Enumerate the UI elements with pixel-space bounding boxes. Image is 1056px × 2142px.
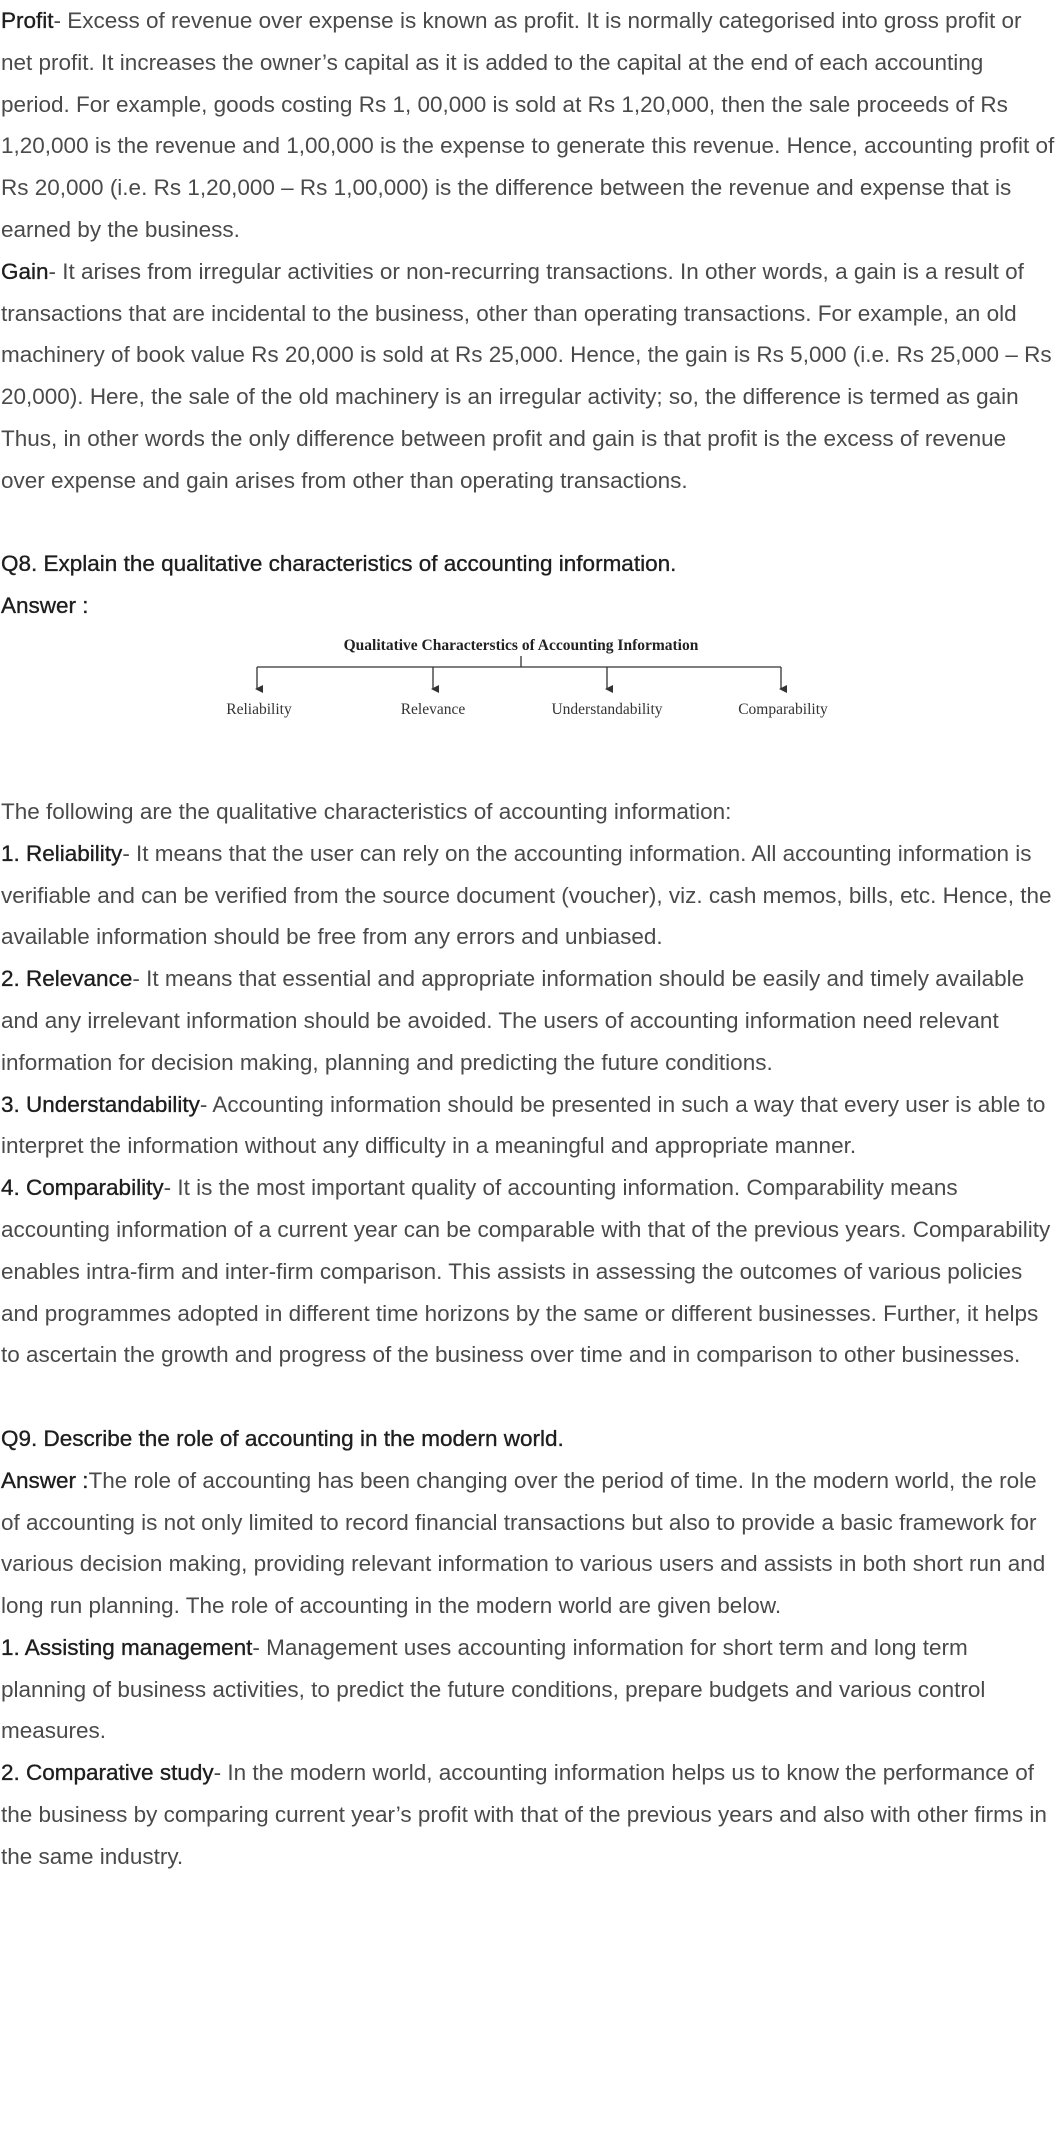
q8-item-term: 3. Understandability (1, 1091, 200, 1117)
q9-item-text: - In the modern world, accounting information helps us to know the performance of the business by comparing current year’s profit with that of the previous years and also with other firms in the same industry. (1, 1760, 1047, 1869)
q8-item (1, 1167, 1056, 1376)
q9-item-term: 2. Comparative study (1, 1760, 214, 1786)
q9-item-term: 1. Assisting management (1, 1634, 253, 1660)
gain-paragraph (1, 251, 1056, 418)
gain-text: - It arises from irregular activities or non-recurring transactions. In other words, a gain is a result of transactions that are incidental to the business, other than operating transactions. For example, an old machinery of book value Rs 20,000 is sold at Rs 25,000. Hence, the gain is Rs 5,000 (i.e. Rs 25,000 – Rs 20,000). Here, the sale of the old machinery is an irregular activity; so, the difference is termed as gain (1, 258, 1052, 410)
q8-item-text: - It means that essential and appropriate information should be easily and timely available and any irrelevant information should be avoided. The users of accounting information need relevant information for decision making, planning and predicting the future conditions. (1, 966, 1025, 1075)
diagram-title: Qualitative Characterstics of Accounting Information (343, 636, 699, 654)
q9-item (1, 1752, 1056, 1877)
spacer (1, 502, 1056, 544)
qualitative-characteristics-diagram (1, 627, 1056, 791)
q9-answer-label: Answer : (1, 1467, 89, 1493)
profit-text: - Excess of revenue over expense is known as profit. It is normally categorised into gross profit or net profit. It increases the owner’s capital as it is added to the capital at the end of each accounting period. For example, goods costing Rs 1, 00,000 is sold at Rs 1,20,000, then the sale proceeds of Rs 1,20,000 is the revenue and 1,00,000 is the expense to generate this revenue. Hence, accounting profit of Rs 20,000 (i.e. Rs 1,20,000 – Rs 1,00,000) is the difference between the revenue and expense that is earned by the business. (1, 8, 1055, 242)
diagram-svg (1, 627, 1056, 791)
q8-item-term: 2. Relevance (1, 966, 133, 992)
spacer (1, 1376, 1056, 1418)
q8-question: Q8. Explain the qualitative characteristics of accounting information. (1, 551, 677, 577)
q9-item-text: - Management uses accounting information for short term and long term planning of business activities, to predict the future conditions, prepare budgets and various control measures. (1, 1634, 986, 1744)
q8-item-term: 1. Reliability (1, 840, 123, 866)
q9-answer (1, 1460, 1056, 1627)
diagram-label-comparability: Comparability (738, 700, 828, 718)
q8-answer-label: Answer : (1, 593, 89, 619)
profit-term: Profit (1, 8, 54, 33)
diagram-label-understandability: Understandability (551, 700, 663, 718)
gain-term: Gain (1, 258, 49, 284)
diagram-label-reliability: Reliability (226, 700, 292, 718)
q8-item (1, 833, 1056, 958)
summary-paragraph: Thus, in other words the only difference between profit and gain is that profit is the excess of revenue over expense and gain arises from other than operating transactions. (1, 425, 1007, 493)
q9-item (1, 1627, 1056, 1752)
q8-item (1, 1084, 1056, 1168)
q9-answer-text: The role of accounting has been changing over the period of time. In the modern world, the role of accounting is not only limited to record financial transactions but also to provide a basic framework for various decision making, providing relevant information to various users and assists in both short run and long run planning. The role of accounting in the modern world are given below. (1, 1467, 1046, 1619)
diagram-label-relevance: Relevance (400, 700, 466, 718)
q8-item-term: 4. Comparability (1, 1175, 164, 1201)
q8-item-text: - It is the most important quality of accounting information. Comparability means accounting information of a current year can be comparable with that of the previous years. Comparability enables intra-firm and inter-firm comparison. This assists in assessing the outcomes of various policies and programmes adopted in different time horizons by the same or different businesses. Further, it helps to ascertain the growth and progress of the business over time and in comparison to other businesses. (1, 1175, 1051, 1368)
q8-item-text: - It means that the user can rely on the accounting information. All accounting information is verifiable and can be verified from the source document (voucher), viz. cash memos, bills, etc. Hence, the available information should be free from any errors and unbiased. (1, 840, 1052, 950)
q9-question: Q9. Describe the role of accounting in the modern world. (1, 1425, 564, 1451)
profit-paragraph (1, 0, 1056, 251)
q8-item-text: - Accounting information should be presented in such a way that every user is able to interpret the information without any difficulty in a meaningful and appropriate manner. (1, 1091, 1046, 1159)
q8-item (1, 958, 1056, 1083)
q8-intro: The following are the qualitative characteristics of accounting information: (1, 798, 732, 824)
